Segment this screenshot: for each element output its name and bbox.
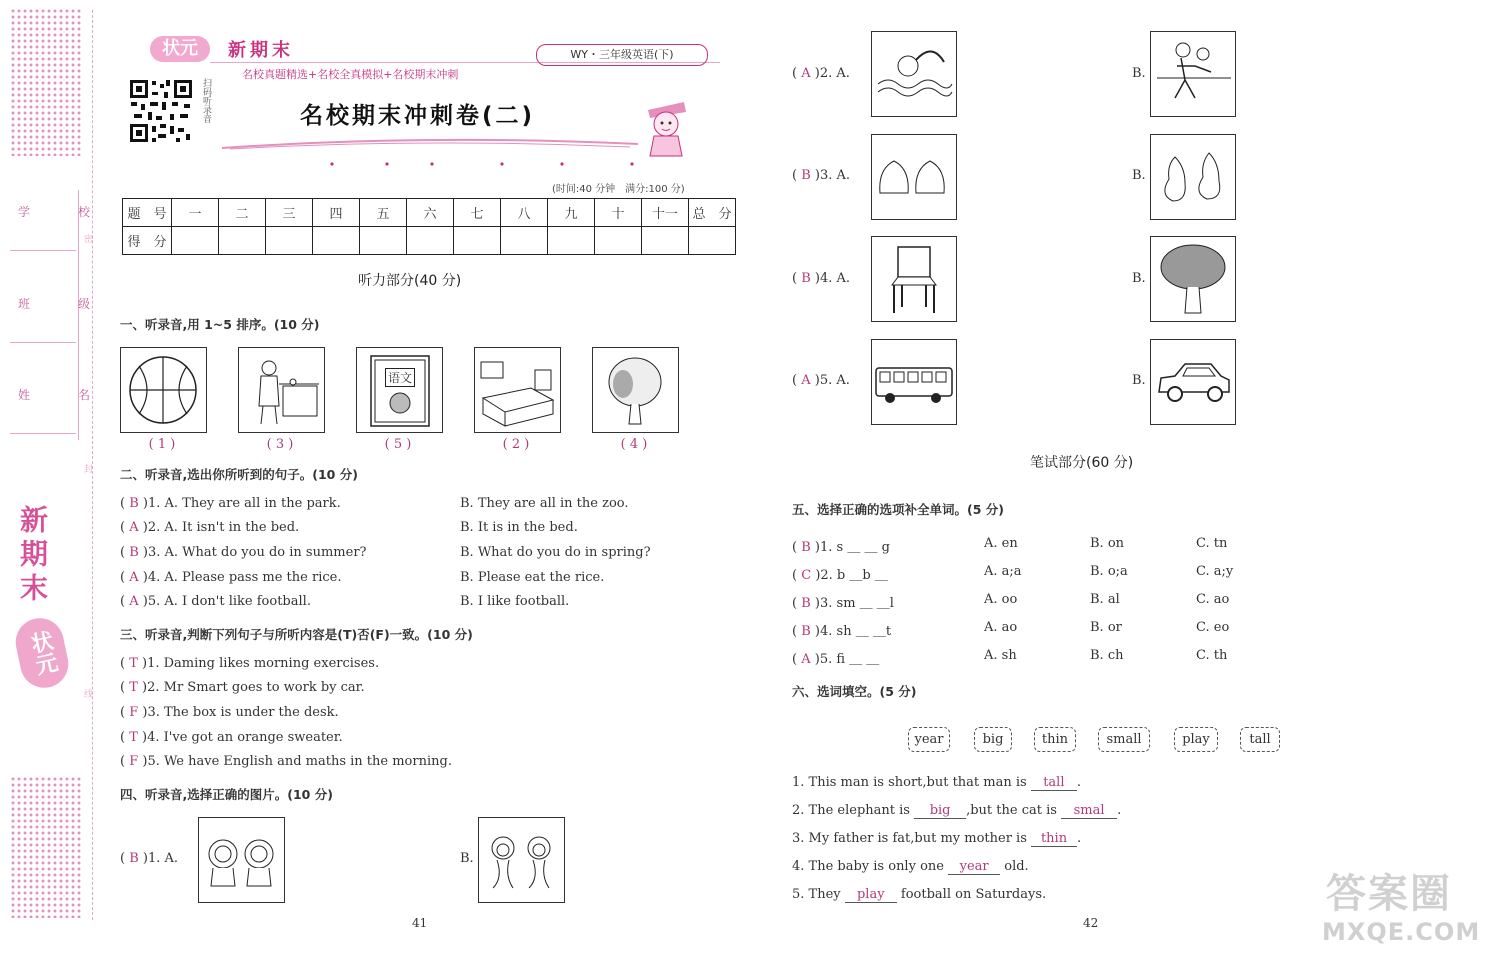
section2-item[interactable]: ( A )5. A. I don't like football. <box>120 594 311 609</box>
score-cell[interactable] <box>219 227 266 255</box>
qr-code-icon[interactable] <box>128 78 194 144</box>
chinese-book-picture <box>356 347 443 433</box>
sentence-text: 5. They <box>792 887 841 902</box>
section4-label: )1. A. <box>142 851 179 866</box>
listening-title: 听力部分(40 分) <box>358 273 462 289</box>
section5-option-c: C. th <box>1196 648 1228 663</box>
section2-answer: B <box>129 545 139 560</box>
school-field[interactable] <box>10 224 76 251</box>
lions-picture[interactable] <box>198 817 285 903</box>
score-header: 总 分 <box>689 199 736 227</box>
page-number-left: 41 <box>412 916 428 930</box>
section4-answer: B <box>801 168 811 183</box>
section3-text: )3. The box is under the desk. <box>142 705 339 720</box>
grade-tag: WY・三年级英语(下) <box>536 44 708 66</box>
section3-answer: T <box>129 656 138 671</box>
section2-item[interactable]: ( B )3. A. What do you do in summer? <box>120 545 367 560</box>
book-label: 语文 <box>385 368 415 387</box>
section5-item[interactable]: ( C )2. b ＿b ＿ <box>792 568 888 583</box>
section2-option-a: )1. A. They are all in the park. <box>142 496 341 511</box>
section5-title: 五、选择正确的选项补全单词。(5 分) <box>792 502 1004 517</box>
section5-question: )3. sm ＿ ＿l <box>814 596 894 611</box>
sidebar-brand-vertical: 新期末 <box>16 505 49 607</box>
score-header: 题 号 <box>123 199 172 227</box>
section4-label: )5. A. <box>814 373 850 388</box>
section3-text: )4. I've got an orange sweater. <box>142 730 343 745</box>
word-option-year[interactable]: year <box>908 727 950 752</box>
section5-option-a: A. oo <box>984 592 1018 607</box>
section5-option-c: C. eo <box>1196 620 1230 635</box>
section2-answer: A <box>129 520 139 535</box>
answer-blank[interactable]: tall <box>1031 775 1077 791</box>
brand-badge: 状元 <box>150 36 210 62</box>
section1-answer: ( 1 ) <box>148 437 176 452</box>
score-header: 九 <box>548 199 595 227</box>
score-header: 二 <box>219 199 266 227</box>
section5-option-b: B. on <box>1090 536 1125 551</box>
section2-answer: A <box>129 570 139 585</box>
score-cell[interactable] <box>172 227 219 255</box>
section5-question: )4. sh ＿ ＿t <box>814 624 892 639</box>
pears-picture[interactable] <box>1150 134 1236 220</box>
score-cell[interactable] <box>548 227 595 255</box>
mascot-icon <box>640 92 692 158</box>
section2-answer: A <box>129 594 139 609</box>
sentence-text: 2. The elephant is <box>792 803 910 818</box>
page-number-right: 42 <box>1083 916 1099 930</box>
score-cell[interactable] <box>642 227 689 255</box>
peaches-picture[interactable] <box>871 134 957 220</box>
header-subtitle: 名校真题精选+名校全真模拟+名校期末冲刺 <box>242 68 459 81</box>
section4-label: )3. A. <box>814 168 851 183</box>
section3-text: )1. Daming likes morning exercises. <box>142 656 380 671</box>
section1-answer: ( 3 ) <box>266 437 294 452</box>
sentence-text: ,but the cat is <box>966 803 1057 818</box>
section3-item[interactable]: ( T )2. Mr Smart goes to work by car. <box>120 680 365 695</box>
section2-option-a: )3. A. What do you do in summer? <box>142 545 367 560</box>
sentence-text: . <box>1117 803 1122 818</box>
word-option-tall[interactable]: tall <box>1240 727 1280 752</box>
section1-answer: ( 5 ) <box>384 437 412 452</box>
score-cell[interactable] <box>501 227 548 255</box>
section5-answer: B <box>801 624 811 639</box>
score-cell[interactable] <box>407 227 454 255</box>
section6-title: 六、选词填空。(5 分) <box>792 684 917 699</box>
section4-title: 四、听录音,选择正确的图片。(10 分) <box>120 787 333 802</box>
section5-option-b: B. ch <box>1090 648 1124 663</box>
score-header: 七 <box>454 199 501 227</box>
section4-label: )2. A. <box>814 66 850 81</box>
section4-answer: A <box>801 373 811 388</box>
section3-answer: F <box>129 705 139 720</box>
sentence-text: 3. My father is fat,but my mother is <box>792 831 1027 846</box>
section3-title: 三、听录音,判断下列句子与所听内容是(T)否(F)一致。(10 分) <box>120 627 473 642</box>
running-picture[interactable] <box>1150 31 1236 117</box>
section3-item[interactable]: ( F )3. The box is under the desk. <box>120 705 339 720</box>
word-option-small[interactable]: small <box>1098 727 1150 752</box>
section5-item[interactable]: ( B )1. s ＿ ＿ g <box>792 540 890 555</box>
section5-question: )1. s ＿ ＿ g <box>814 540 890 555</box>
score-cell[interactable] <box>595 227 642 255</box>
big-tree-picture[interactable] <box>1150 236 1236 322</box>
time-info: (时间:40 分钟 满分:100 分) <box>552 184 685 195</box>
section5-answer: A <box>801 652 811 667</box>
section4-option-b: B. <box>1132 373 1146 388</box>
section5-answer: B <box>801 596 811 611</box>
watermark-url: MXQE.COM <box>1322 918 1481 946</box>
class-label: 班 级 <box>18 297 109 311</box>
basketball-picture <box>120 347 207 433</box>
section2-item[interactable]: ( A )4. A. Please pass me the rice. <box>120 570 342 585</box>
section2-title: 二、听录音,选出你所听到的句子。(10 分) <box>120 467 358 482</box>
section5-option-b: B. or <box>1090 620 1122 635</box>
score-header: 五 <box>360 199 407 227</box>
section2-answer: B <box>129 496 139 511</box>
section4-option-b: B. <box>1132 168 1146 183</box>
class-field[interactable] <box>10 316 76 343</box>
title-dots <box>330 151 640 155</box>
series-title: 新期末 <box>228 40 294 61</box>
section5-option-a: A. ao <box>984 620 1018 635</box>
section2-option-b: B. They are all in the zoo. <box>460 496 629 511</box>
section3-answer: T <box>129 680 138 695</box>
section4-item[interactable]: ( A )5. A. <box>792 373 850 388</box>
score-cell[interactable] <box>689 227 736 255</box>
section3-text: )2. Mr Smart goes to work by car. <box>142 680 365 695</box>
seal-mark-3: 线 <box>84 690 94 700</box>
score-header: 一 <box>172 199 219 227</box>
section5-option-b: B. al <box>1090 592 1120 607</box>
sidebar-seal: 状元 <box>11 614 73 692</box>
score-cell[interactable] <box>360 227 407 255</box>
section6-sentence-1 <box>792 775 1081 791</box>
section2-option-a: )5. A. I don't like football. <box>142 594 311 609</box>
section2-item[interactable]: ( B )1. A. They are all in the park. <box>120 496 341 511</box>
monkeys-picture[interactable] <box>478 817 565 903</box>
section3-answer: F <box>129 754 139 769</box>
section4-item[interactable]: ( B )3. A. <box>792 168 851 183</box>
section1-answer: ( 2 ) <box>502 437 530 452</box>
section2-option-b: B. Please eat the rice. <box>460 570 605 585</box>
score-cell[interactable] <box>454 227 501 255</box>
answer-blank[interactable]: play <box>845 887 897 903</box>
section4-option-b: B. <box>1132 66 1146 81</box>
section4-answer: A <box>801 66 811 81</box>
school-label: 学 校 <box>18 205 109 219</box>
bus-picture[interactable] <box>871 339 957 425</box>
section5-item[interactable]: ( B )3. sm ＿ ＿l <box>792 596 894 611</box>
section5-item[interactable]: ( A )5. fi ＿ ＿ <box>792 652 880 667</box>
section5-item[interactable]: ( B )4. sh ＿ ＿t <box>792 624 892 639</box>
section6-sentence-5 <box>792 887 1046 903</box>
watermark-logo: 答案圈 <box>1326 871 1452 917</box>
swimming-picture[interactable] <box>871 31 957 117</box>
answer-blank[interactable]: smal <box>1061 803 1117 819</box>
answer-blank[interactable]: year <box>948 859 1000 875</box>
word-option-play[interactable]: play <box>1174 727 1218 752</box>
section1-answer: ( 4 ) <box>620 437 648 452</box>
score-row-label: 得 分 <box>123 227 172 255</box>
section4-option-b: B. <box>460 851 474 866</box>
sentence-text: . <box>1076 775 1081 790</box>
sentence-text: old. <box>1004 859 1029 874</box>
score-header: 六 <box>407 199 454 227</box>
score-cell[interactable] <box>313 227 360 255</box>
page-title: 名校期末冲刺卷(二) <box>300 103 536 129</box>
section3-text: )5. We have English and maths in the morning. <box>142 754 452 769</box>
score-header-row <box>123 199 736 227</box>
section4-label: )4. A. <box>814 271 851 286</box>
section5-option-a: A. sh <box>984 648 1017 663</box>
sidebar-dots-top <box>10 8 82 156</box>
name-label: 姓 名 <box>18 388 109 402</box>
word-option-thin[interactable]: thin <box>1034 727 1076 752</box>
section4-item[interactable]: ( B )1. A. <box>120 851 179 866</box>
section5-option-c: C. a;y <box>1196 564 1234 579</box>
section6-sentence-2 <box>792 803 1121 819</box>
section5-question: )5. fi ＿ ＿ <box>814 652 880 667</box>
word-option-big[interactable]: big <box>974 727 1012 752</box>
section6-sentence-3 <box>792 831 1081 847</box>
writing-title: 笔试部分(60 分) <box>1030 455 1134 471</box>
section2-option-b: B. It is in the bed. <box>460 520 578 535</box>
section1-title: 一、听录音,用 1~5 排序。(10 分) <box>120 317 320 332</box>
section6-sentence-4 <box>792 859 1029 875</box>
seal-mark-2: 封 <box>84 465 94 475</box>
score-value-row <box>123 227 736 255</box>
cooking-picture <box>238 347 325 433</box>
score-header: 十 <box>595 199 642 227</box>
section5-answer: C <box>801 568 812 583</box>
section2-option-b: B. I like football. <box>460 594 570 609</box>
answer-blank[interactable]: thin <box>1031 831 1077 847</box>
sentence-text: 1. This man is short,but that man is <box>792 775 1027 790</box>
score-header: 八 <box>501 199 548 227</box>
chair-picture[interactable] <box>871 236 957 322</box>
seal-mark-1: 密 <box>84 235 94 245</box>
score-header: 十一 <box>642 199 689 227</box>
answer-blank[interactable]: big <box>914 803 966 819</box>
name-field[interactable] <box>10 407 76 434</box>
section5-option-a: A. en <box>984 536 1018 551</box>
section5-option-c: C. tn <box>1196 536 1228 551</box>
score-header: 四 <box>313 199 360 227</box>
score-header: 三 <box>266 199 313 227</box>
section2-item[interactable]: ( A )2. A. It isn't in the bed. <box>120 520 300 535</box>
car-picture[interactable] <box>1150 339 1236 425</box>
tree-picture <box>592 347 679 433</box>
section4-item[interactable]: ( B )4. A. <box>792 271 851 286</box>
sentence-text: football on Saturdays. <box>900 887 1047 902</box>
section4-answer: B <box>129 851 139 866</box>
section2-option-b: B. What do you do in spring? <box>460 545 651 560</box>
section2-option-a: )2. A. It isn't in the bed. <box>142 520 300 535</box>
score-table <box>122 198 736 255</box>
score-cell[interactable] <box>266 227 313 255</box>
section2-option-a: )4. A. Please pass me the rice. <box>142 570 342 585</box>
sentence-text: . <box>1077 831 1082 846</box>
title-underline <box>220 135 640 149</box>
sidebar-dots-bottom <box>10 776 82 918</box>
section5-option-b: B. o;a <box>1090 564 1128 579</box>
section3-item[interactable]: ( T )1. Daming likes morning exercises. <box>120 656 380 671</box>
section4-item[interactable]: ( A )2. A. <box>792 66 850 81</box>
section3-item[interactable]: ( T )4. I've got an orange sweater. <box>120 730 343 745</box>
section4-option-b: B. <box>1132 271 1146 286</box>
sentence-text: 4. The baby is only one <box>792 859 944 874</box>
scan-hint: 扫码听录音 <box>201 78 211 123</box>
section4-answer: B <box>801 271 811 286</box>
bedroom-picture <box>474 347 561 433</box>
section3-answer: T <box>129 730 138 745</box>
section5-question: )2. b ＿b ＿ <box>815 568 888 583</box>
section5-option-c: C. ao <box>1196 592 1230 607</box>
section3-item[interactable]: ( F )5. We have English and maths in the morning. <box>120 754 452 769</box>
section5-answer: B <box>801 540 811 555</box>
section5-option-a: A. a;a <box>984 564 1022 579</box>
